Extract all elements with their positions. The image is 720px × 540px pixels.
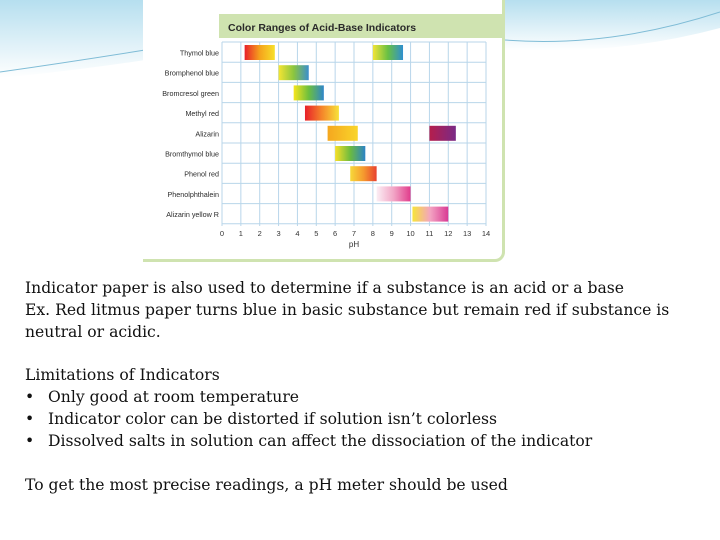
color-range-bar	[373, 45, 403, 60]
color-range-bar	[412, 207, 448, 222]
x-tick-label: 2	[257, 229, 262, 238]
x-tick-label: 7	[351, 229, 357, 238]
bullet-marker: •	[25, 409, 35, 428]
x-tick-label: 6	[333, 229, 338, 238]
color-range-bar	[377, 186, 411, 201]
x-tick-label: 10	[406, 229, 415, 238]
x-tick-label: 0	[219, 229, 225, 238]
limitations-heading: Limitations of Indicators	[25, 366, 220, 385]
bullet-item	[25, 409, 705, 431]
indicator-label: Phenol red	[184, 169, 219, 179]
bullet-text: Dissolved salts in solution can affect the dissociation of the indicator	[48, 431, 593, 450]
x-tick-label: 5	[314, 229, 319, 238]
x-tick-label: 13	[462, 229, 472, 238]
x-tick-label: 4	[295, 229, 300, 238]
color-range-bar	[429, 126, 455, 141]
color-range-bar	[305, 106, 339, 121]
color-range-bar	[294, 85, 324, 100]
indicator-label: Alizarin yellow R	[166, 210, 219, 220]
indicator-label: Methyl red	[185, 109, 219, 119]
bullet-text: Only good at room temperature	[48, 388, 300, 407]
bullet-item	[25, 431, 705, 453]
bullet-text: Indicator color can be distorted if solution isn’t colorless	[48, 409, 498, 428]
indicator-chart-card	[143, 0, 505, 262]
color-range-bar	[328, 126, 358, 141]
closing-statement: To get the most precise readings, a pH meter should be used	[25, 475, 508, 494]
paragraph-indicator-paper: Indicator paper is also used to determine if a substance is an acid or a base	[25, 279, 625, 297]
bullet-item	[25, 387, 705, 409]
color-range-bar	[335, 146, 365, 161]
indicator-label: Phenolphthalein	[167, 189, 219, 199]
x-tick-label: 14	[481, 229, 491, 238]
body-text	[25, 278, 705, 496]
x-axis-label: pH	[348, 240, 360, 249]
color-range-bar	[279, 65, 309, 80]
indicator-label: Bromthymol blue	[165, 149, 219, 159]
x-tick-label: 8	[370, 229, 375, 238]
bullet-marker: •	[25, 388, 35, 407]
indicator-label: Alizarin	[195, 129, 219, 139]
color-range-bar	[245, 45, 275, 60]
chart-title: Color Ranges of Acid-Base Indicators	[228, 22, 417, 34]
x-tick-label: 9	[389, 229, 394, 238]
indicator-label: Bromcresol green	[162, 88, 219, 98]
x-tick-label: 1	[238, 229, 243, 238]
paragraph-litmus-example: Ex. Red litmus paper turns blue in basic substance but remain red if substance is neutral or acidic.	[25, 300, 670, 341]
x-tick-label: 12	[444, 229, 453, 238]
bullet-marker: •	[25, 431, 35, 450]
x-tick-label: 11	[425, 229, 434, 238]
top-right-wave	[505, 0, 720, 51]
indicator-label: Bromphenol blue	[164, 68, 219, 78]
x-tick-label: 3	[276, 229, 281, 238]
color-range-bar	[350, 166, 376, 181]
indicator-chart	[143, 0, 505, 262]
top-left-wave	[0, 0, 145, 78]
indicator-label: Thymol blue	[179, 48, 219, 58]
